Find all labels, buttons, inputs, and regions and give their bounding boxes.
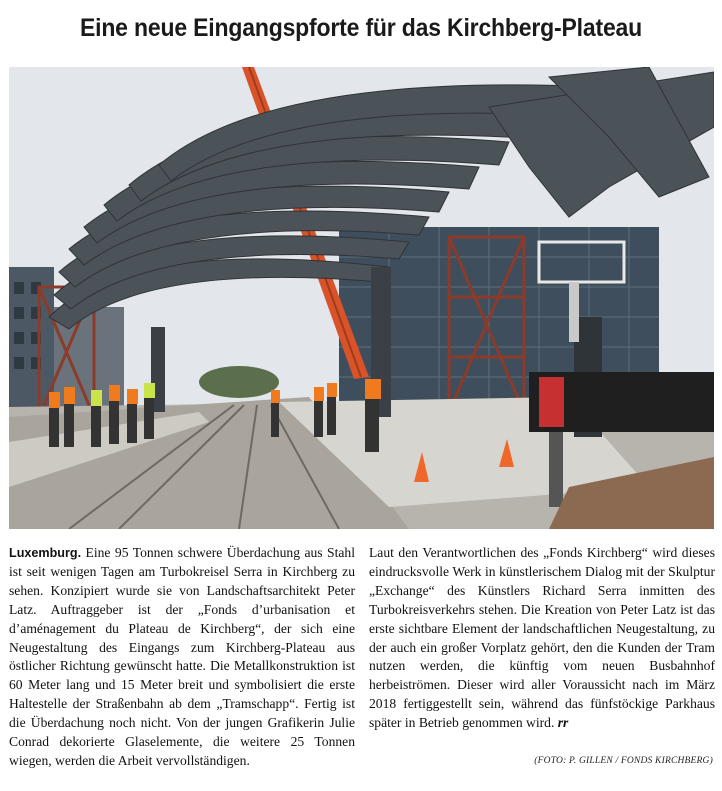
article-text-right: Laut den Verantwortlichen des „Fonds Kirchberg“ wird dieses eindrucksvolle Werk in künstlerischem Dialog mit der Skulptur „Exchange“ des Künstlers Richard Serra inmitten des Turbokreisverkehrs stehen. Die Kreation von Peter Latz ist das erste sichtbare Element der landschaftlichen Neugestaltung, zu der auch ein großer Vorplatz gehört, den die Kunden der Tram nutzen werden, die künftig vom neuen Busbahnhof herbeiströmen. Dieser wird aller Voraussicht nach im März 2018 fertiggestellt sein, während das fünfstöckige Parkhaus später in Betrieb genommen wird. — [369, 545, 715, 731]
author-signature: rr — [557, 715, 569, 731]
dateline: Luxemburg. — [9, 546, 82, 560]
headline: Eine neue Eingangspforte für das Kirchberg-Plateau — [79, 14, 643, 42]
article-column-right — [369, 544, 715, 733]
article-column-left — [9, 544, 355, 771]
photo-construction-site — [9, 67, 714, 529]
article-text-left: Eine 95 Tonnen schwere Überdachung aus Stahl ist seit wenigen Tagen am Turbokreisel Serra in Kirchberg zu sehen. Konzipiert wurde sie von Landschaftsarchitekt Peter Latz. Auftraggeber ist der „Fonds d’urbanisation et d’aménagement du Plateau de Kirchberg“, der sich eine Neugestaltung des Eingangs zum Kirchberg-Plateau aus östlicher Richtung gewünscht hatte. Die Metallkonstruktion ist 60 Meter lang und 15 Meter breit und symbolisiert die erste Haltestelle der Straßenbahn ab dem „Tramschapp“. Fertig ist die Überdachung noch nicht. Von der jungen Grafikerin Julie Conrad dekorierte Glaselemente, die weitere 25 Tonnen wiegen, werden die Arbeit vervollständigen. — [9, 545, 355, 768]
photo-credit: (FOTO: P. GILLEN / FONDS KIRCHBERG) — [534, 756, 713, 766]
